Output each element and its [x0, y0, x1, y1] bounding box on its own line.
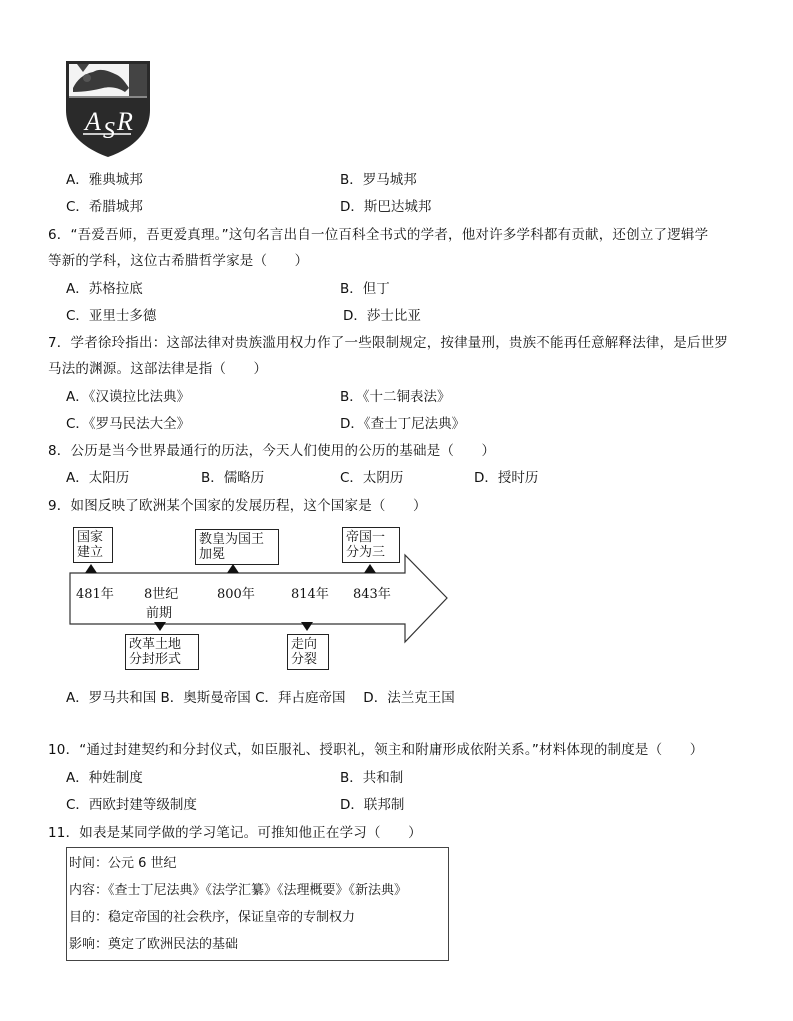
q6-option-b[interactable]: B．但丁: [340, 281, 390, 297]
timeline-year-814: 814年: [291, 587, 329, 602]
q9-stem: 9．如图反映了欧洲某个国家的发展历程，这个国家是（ ）: [48, 498, 427, 514]
timeline-marker-800: [227, 564, 239, 573]
she-wolf-emblem-icon: [63, 58, 153, 158]
timeline-box-founding: 国家 建立: [73, 527, 113, 563]
q10-option-c[interactable]: C．西欧封建等级制度: [66, 797, 197, 813]
note-impact: 影响：奠定了欧洲民法的基础: [69, 937, 239, 952]
q11-stem: 11．如表是某同学做的学习笔记。可推知他正在学习（ ）: [48, 825, 422, 841]
q7-option-a[interactable]: A．《汉谟拉比法典》: [66, 389, 190, 405]
timeline-marker-8c: [154, 622, 166, 631]
q10-option-d[interactable]: D．联邦制: [340, 797, 405, 813]
q6-option-d[interactable]: D．莎士比亚: [343, 308, 421, 324]
timeline-year-800: 800年: [217, 587, 255, 602]
q7-stem-line2: 马法的渊源。这部法律是指（ ）: [48, 361, 268, 377]
svg-text:S: S: [103, 118, 115, 144]
q5-option-c[interactable]: C．希腊城邦: [66, 199, 143, 215]
timeline-marker-814: [301, 622, 313, 631]
q6-option-c[interactable]: C．亚里士多德: [66, 308, 157, 324]
timeline-year-481: 481年: [76, 587, 114, 602]
q5-option-a[interactable]: A．雅典城邦: [66, 172, 143, 188]
timeline-box-division: 走向 分裂: [287, 634, 329, 670]
q5-option-b[interactable]: B．罗马城邦: [340, 172, 417, 188]
q7-option-b[interactable]: B．《十二铜表法》: [340, 389, 451, 405]
q6-stem-line1: 6．“吾爱吾师，吾更爱真理。”这句名言出自一位百科全书式的学者，他对许多学科都有贡献，还创立了逻辑学: [48, 227, 709, 243]
q8-option-d[interactable]: D．授时历: [474, 470, 539, 486]
q7-option-d[interactable]: D．《查士丁尼法典》: [340, 416, 466, 432]
timeline-year-843: 843年: [353, 587, 391, 602]
q8-option-b[interactable]: B．儒略历: [201, 470, 265, 486]
svg-text:R: R: [117, 107, 133, 136]
study-notes-table: [66, 847, 449, 961]
q8-option-c[interactable]: C．太阴历: [340, 470, 404, 486]
q6-stem-line2: 等新的学科，这位古希腊哲学家是（ ）: [48, 253, 309, 269]
q10-option-a[interactable]: A．种姓制度: [66, 770, 143, 786]
timeline-box-land-reform: 改革土地 分封形式: [125, 634, 199, 670]
timeline-year-8c: 8世纪: [144, 587, 179, 602]
timeline-year-8c-early: 前期: [146, 606, 173, 621]
q6-option-a[interactable]: A．苏格拉底: [66, 281, 143, 297]
logo-letters: A: [85, 107, 101, 136]
timeline-box-partition: 帝国一 分为三: [342, 527, 400, 563]
timeline-box-coronation: 教皇为国王 加冕: [195, 529, 279, 565]
q10-option-b[interactable]: B．共和制: [340, 770, 404, 786]
q8-option-a[interactable]: A．太阳历: [66, 470, 130, 486]
q10-stem: 10．“通过封建契约和分封仪式，如臣服礼、授职礼，领主和附庸形成依附关系。”材料体现的制度是（ ）: [48, 742, 704, 758]
q9-options[interactable]: A．罗马共和国 B．奥斯曼帝国 C．拜占庭帝国 D．法兰克王国: [66, 690, 455, 706]
note-purpose: 目的：稳定帝国的社会秩序，保证皇帝的专制权力: [69, 910, 356, 925]
q7-option-c[interactable]: C．《罗马民法大全》: [66, 416, 191, 432]
q5-option-d[interactable]: D．斯巴达城邦: [340, 199, 432, 215]
timeline-marker-843: [364, 564, 376, 573]
q7-stem-line1: 7．学者徐玲指出：这部法律对贵族滥用权力作了一些限制规定，按律量刑，贵族不能再任意解释法律，是后世罗: [48, 335, 729, 351]
note-time: 时间：公元 6 世纪: [69, 856, 177, 871]
q8-stem: 8．公历是当今世界最通行的历法，今天人们使用的公历的基础是（ ）: [48, 443, 496, 459]
timeline-marker-481: [85, 564, 97, 573]
note-content: 内容：《查士丁尼法典》《法学汇纂》《法理概要》《新法典》: [69, 883, 408, 898]
asr-logo: [63, 58, 153, 158]
